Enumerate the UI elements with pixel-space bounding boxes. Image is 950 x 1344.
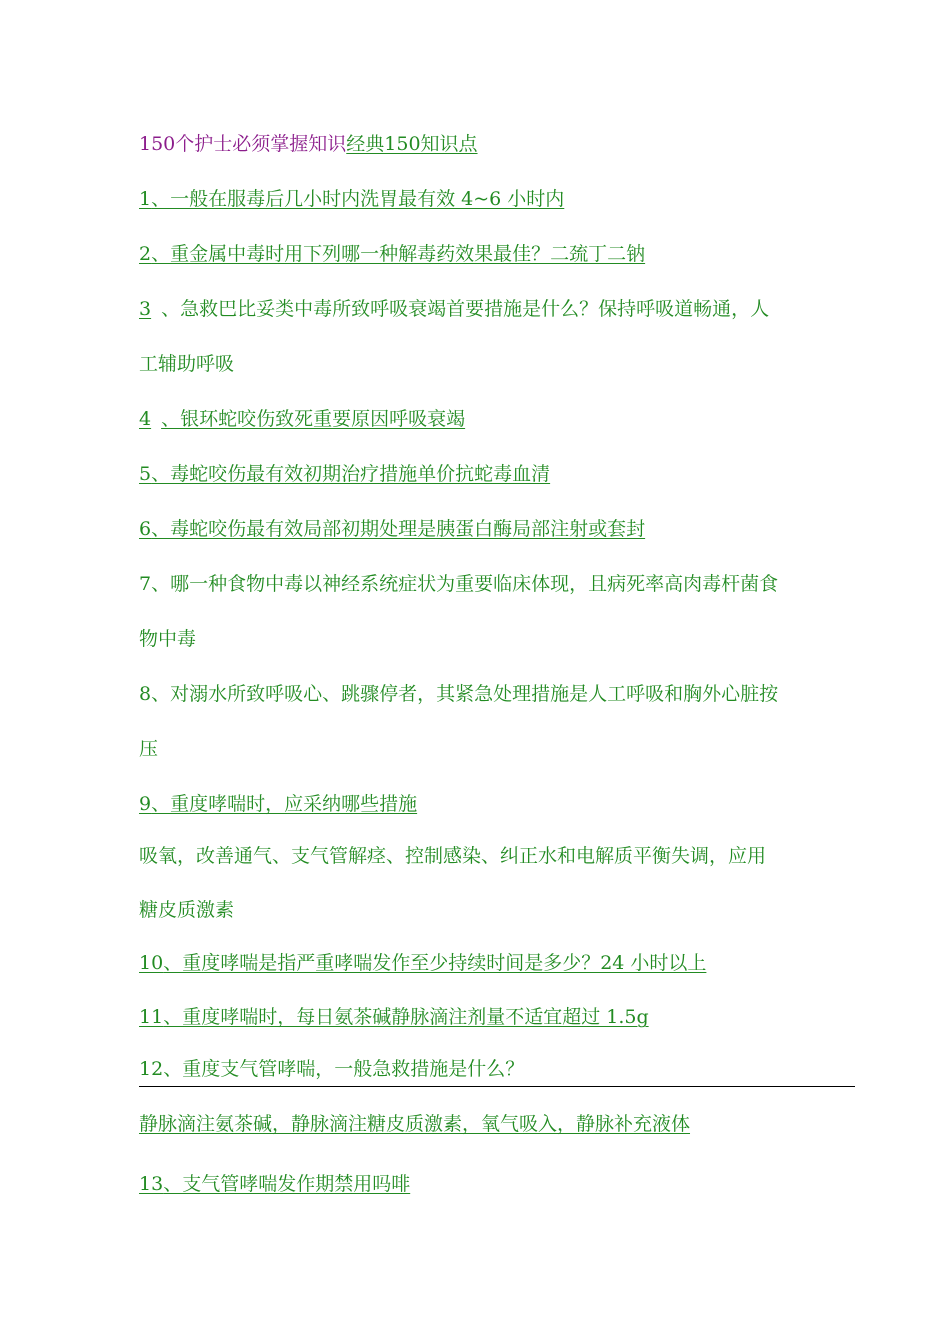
item-number: 4 [139,408,152,430]
item-number: 5 [139,463,152,485]
item-7 [139,571,778,597]
item-text: 静脉滴注氨茶碱，静脉滴注糖皮质激素，氧气吸入，静脉补充液体 [139,1113,691,1135]
item-text: 工辅助呼吸 [139,353,235,375]
item-text: 压 [139,738,159,760]
item-text: 、重度哮喘时，应采纳哪些措施 [151,793,418,815]
item-number: 2 [139,243,152,265]
item-7-continued [139,626,196,652]
item-4 [139,406,465,432]
item-12-answer [139,1111,690,1137]
item-text: 、支气管哮喘发作期禁用吗啡 [163,1173,411,1195]
document-title [139,131,478,157]
item-8-continued [139,736,158,762]
item-text: 、重度支气管哮喘，一般急救措施是什么？ [163,1058,525,1080]
item-text: 、一般在服毒后几小时内洗胃最有效 4~6 小时内 [151,188,565,210]
item-number: 11 [139,1006,164,1028]
item-text: 吸氧，改善通气、支气管解痉、控制感染、纠正水和电解质平衡失调，应用 [139,845,767,867]
item-1 [139,186,564,212]
title-prefix: 150个护士必须掌握知识 [139,133,347,155]
horizontal-rule [139,1086,855,1087]
item-9-answer-continued [139,897,234,923]
item-number: 10 [139,952,164,974]
item-3-continued [139,351,234,377]
item-text: 、银环蛇咬伤致死重要原因呼吸衰竭 [161,408,466,430]
item-8 [139,681,778,707]
item-10 [139,950,706,976]
item-13 [139,1171,410,1197]
item-number: 1 [139,188,152,210]
item-text: 、毒蛇咬伤最有效初期治疗措施单价抗蛇毒血清 [151,463,551,485]
item-text: 、重金属中毒时用下列哪一种解毒药效果最佳？二巯丁二钠 [151,243,646,265]
item-number: 7 [139,573,152,595]
item-11 [139,1004,649,1030]
item-text: 糖皮质激素 [139,899,235,921]
title-suffix: 经典150知识点 [346,133,478,155]
item-text: 、重度哮喘时，每日氨茶碱静脉滴注剂量不适宜超过 1.5g [163,1006,649,1028]
item-number: 13 [139,1173,164,1195]
item-number: 12 [139,1058,164,1080]
item-2 [139,241,645,267]
item-number: 3 [139,298,152,320]
item-text: 物中毒 [139,628,197,650]
item-number: 8 [139,683,152,705]
item-6 [139,516,645,542]
item-9 [139,791,417,817]
item-number: 9 [139,793,152,815]
item-text: 、对溺水所致呼吸心、跳骤停者，其紧急处理措施是人工呼吸和胸外心脏按 [151,683,779,705]
item-text: 、哪一种食物中毒以神经系统症状为重要临床体现，且病死率高肉毒杆菌食 [151,573,779,595]
item-number: 6 [139,518,152,540]
item-text: 、重度哮喘是指严重哮喘发作至少持续时间是多少？24 小时以上 [163,952,707,974]
item-12 [139,1056,524,1082]
item-3 [139,296,769,322]
item-text: 、毒蛇咬伤最有效局部初期处理是胰蛋白酶局部注射或套封 [151,518,646,540]
item-5 [139,461,550,487]
item-text: 、急救巴比妥类中毒所致呼吸衰竭首要措施是什么？保持呼吸道畅通，人 [161,298,770,320]
item-9-answer [139,843,766,869]
